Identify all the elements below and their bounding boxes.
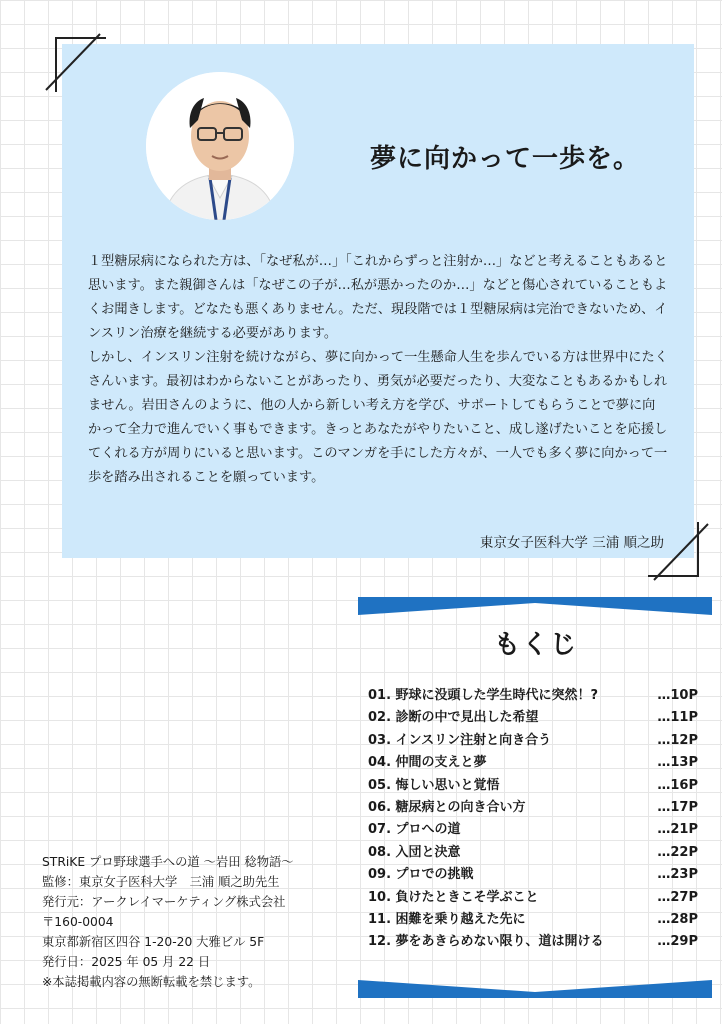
toc-list xyxy=(368,684,698,953)
toc-item-page: …27P xyxy=(657,889,698,905)
toc-item xyxy=(368,886,698,908)
message-paragraph: しかし、インスリン注射を続けながら、夢に向かって一生懸命人生を歩んでいる方は世界中にたくさんいます。最初はわからないことがあったり、勇気が必要だったり、大変なこともあるかもしれません。岩田さんのように、他の人から新しい考え方を学び、サポートしてもらうことで夢に向かって全力で進んでいく事もできます。きっとあなたがやりたいこと、成し遂げたいことを応援してくれる方が周りにいると思います。このマンガを手にした方々が、一人でも多く夢に向かって一歩を踏み出されることを願っています。 xyxy=(88,350,668,485)
toc-item-page: …10P xyxy=(657,688,698,703)
colophon-publisher: 発行元：アークレイマーケティング株式会社 xyxy=(42,895,286,909)
toc-item xyxy=(368,930,698,952)
toc-item-page: …13P xyxy=(657,755,698,771)
colophon xyxy=(42,852,352,992)
toc-item xyxy=(368,751,698,773)
toc-item-page: …29P xyxy=(657,934,698,950)
toc-item-label: 02. 診断の中で見出した希望 xyxy=(368,710,539,726)
toc-item-label: 10. 負けたときこそ学ぶこと xyxy=(368,889,539,905)
signature: 東京女子医科大学 三浦 順之助 xyxy=(479,535,664,551)
toc-item-page: …23P xyxy=(657,867,698,883)
toc-item xyxy=(368,706,698,728)
toc-title: もくじ xyxy=(493,630,578,660)
toc-item-label: 04. 仲間の支えと夢 xyxy=(368,755,487,771)
toc-item-label: 05. 悔しい思いと覚悟 xyxy=(368,777,500,793)
toc-item-label: 07. プロへの道 xyxy=(368,822,461,838)
toc-item-page: …11P xyxy=(657,710,698,726)
toc-item-label: 06. 糖尿病との向き合い方 xyxy=(368,799,526,815)
doctor-portrait xyxy=(146,72,294,220)
toc-item xyxy=(368,684,698,706)
toc-item-page: …22P xyxy=(657,844,698,860)
toc-item-label: 08. 入団と決意 xyxy=(368,844,461,860)
colophon-supervision: 監修：東京女子医科大学 三浦 順之助先生 xyxy=(42,875,280,889)
message-paragraph: １型糖尿病になられた方は、「なぜ私が…」「これからずっと注射か…」などと考えることもあると思います。また親御さんは「なぜこの子が…私が悪かったのか…」などと傷心されていることもよくお聞きします。どなたも悪くありません。ただ、現段階では１型糖尿病は完治できないため、インスリン治療を継続する必要があります。 xyxy=(88,254,668,341)
toc-item-page: …21P xyxy=(657,822,698,838)
headline: 夢に向かって一歩を。 xyxy=(370,144,641,174)
toc-band-top xyxy=(358,597,712,615)
colophon-date: 発行日：2025 年 05 月 22 日 xyxy=(42,955,211,969)
toc-item xyxy=(368,908,698,930)
toc-item-page: …16P xyxy=(657,777,698,793)
toc-band-bottom xyxy=(358,980,712,998)
toc-item xyxy=(368,796,698,818)
toc-item-page: …17P xyxy=(657,799,698,815)
message-body xyxy=(88,250,668,490)
toc-item xyxy=(368,818,698,840)
toc-item-label: 11. 困難を乗り越えた先に xyxy=(368,911,526,927)
colophon-postal-code: 〒160-0004 xyxy=(42,915,114,929)
corner-bracket-bottom-right xyxy=(644,520,714,584)
toc-item xyxy=(368,774,698,796)
toc-item xyxy=(368,729,698,751)
toc-item-label: 12. 夢をあきらめない限り、道は開ける xyxy=(368,934,604,950)
toc-item-page: …12P xyxy=(657,732,698,748)
toc-item-label: 01. 野球に没頭した学生時代に突然！? xyxy=(368,688,599,703)
toc-item-label: 09. プロでの挑戦 xyxy=(368,867,474,883)
colophon-address: 東京都新宿区四谷 1-20-20 大雅ビル 5F xyxy=(42,935,265,949)
toc-item xyxy=(368,863,698,885)
toc-item-page: …28P xyxy=(657,911,698,927)
colophon-title: STRiKE プロ野球選手への道 ～岩田 稔物語～ xyxy=(42,855,294,869)
toc-item xyxy=(368,841,698,863)
corner-bracket-top-left xyxy=(40,30,110,94)
toc-item-label: 03. インスリン注射と向き合う xyxy=(368,732,552,748)
colophon-notice: ※本誌掲載内容の無断転載を禁じます。 xyxy=(42,975,261,989)
